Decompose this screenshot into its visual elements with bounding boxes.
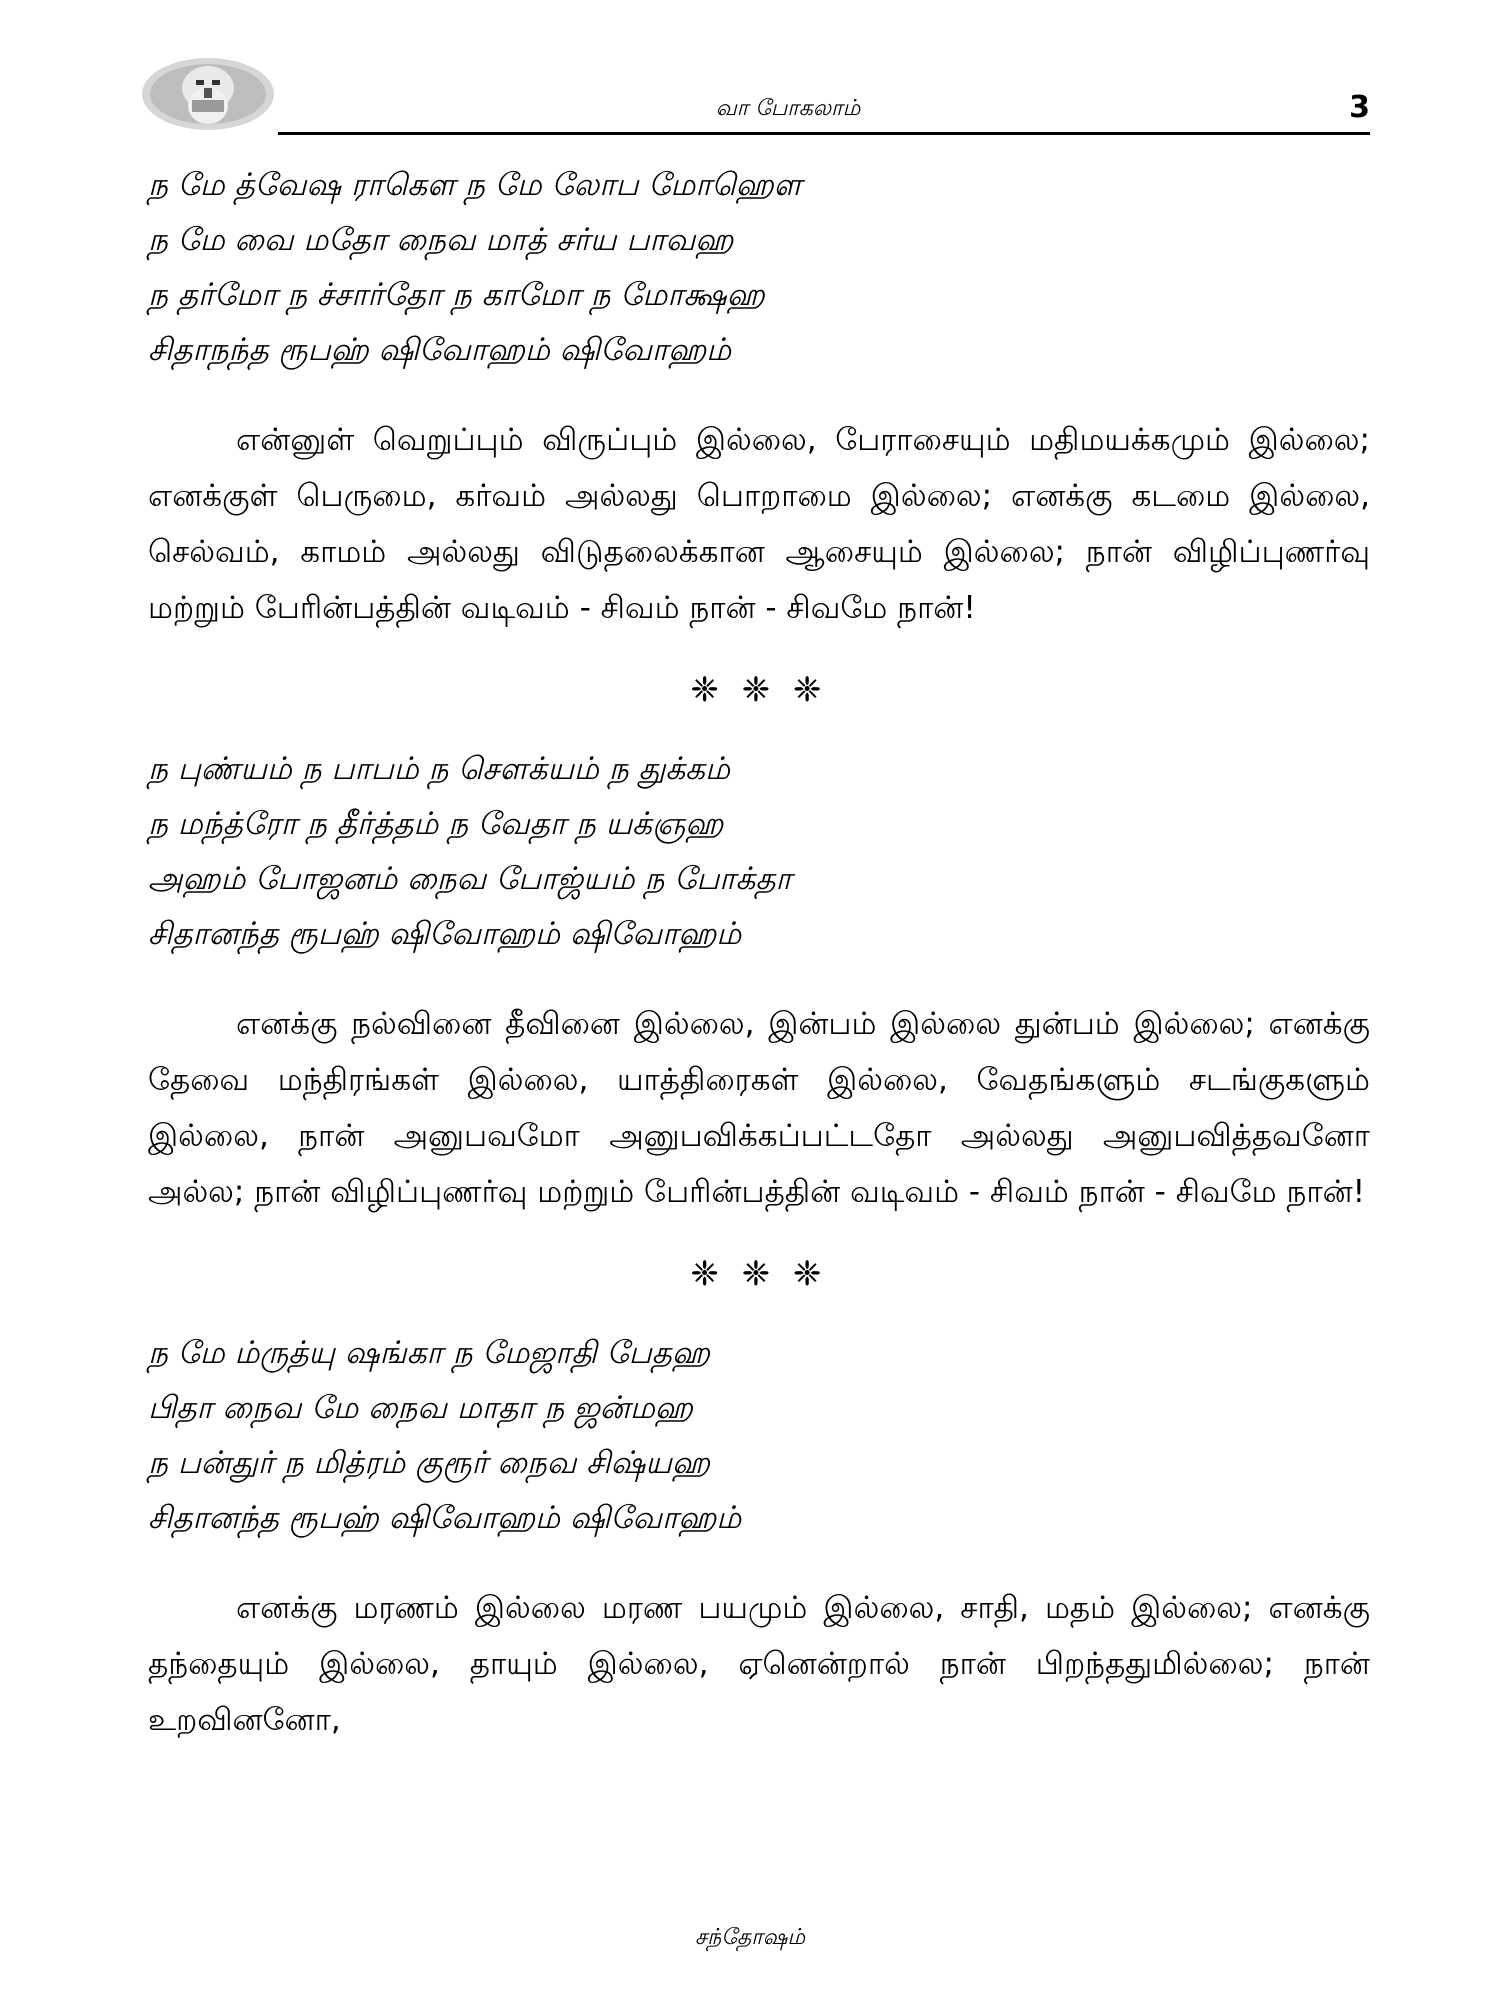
- verse-line: ந மே வை மதோ நைவ மாத் சர்ய பாவஹ: [148, 222, 734, 258]
- verse-line: ந பன்துர் ந மித்ரம் குரூர் நைவ சிஷ்யஹ: [148, 1445, 710, 1481]
- verse-line: ந மே த்வேஷ ராகௌ ந மே லோப மோஹௌ: [148, 167, 802, 203]
- translation-paragraph: எனக்கு மரணம் இல்லை மரண பயமும் இல்லை, சாதி, மதம் இல்லை; எனக்கு தந்தையும் இல்லை, தாயும் இல்லை, ஏனென்றால் நான் பிறந்ததுமில்லை; நான் உறவினனோ,: [148, 1590, 1370, 1738]
- verse-line: ந மே ம்ருத்யு ஷங்கா ந மேஜாதி பேதஹ: [148, 1335, 710, 1371]
- verse-line: சிதானந்த ரூபஹ் ஷிவோஹம் ஷிவோஹம்: [148, 1500, 742, 1536]
- section-separator: ❈ ❈ ❈: [690, 1254, 828, 1294]
- page-header: [138, 48, 1370, 138]
- author-portrait-icon: [138, 54, 278, 134]
- verse-stanza: [148, 1326, 1370, 1546]
- verse-line: சிதாநந்த ரூபஹ் ஷிவோஹம் ஷிவோஹம்: [148, 332, 732, 368]
- header-rule: [278, 132, 1370, 135]
- page-body: [148, 158, 1370, 1776]
- translation-paragraph: எனக்கு நல்வினை தீவினை இல்லை, இன்பம் இல்லை துன்பம் இல்லை; எனக்கு தேவை மந்திரங்கள் இல்லை, யாத்திரைகள் இல்லை, வேதங்களும் சடங்குகளும் இல்லை, நான் அனுபவமோ அனுபவிக்கப்பட்டதோ அல்லது அனுபவித்தவனோ அல்ல; நான் விழிப்புணர்வு மற்றும் பேரின்பத்தின் வடிவம் - சிவம் நான் - சிவமே நான்!: [148, 1006, 1370, 1210]
- translation-paragraph: என்னுள் வெறுப்பும் விருப்பும் இல்லை, பேராசையும் மதிமயக்கமும் இல்லை; எனக்குள் பெருமை, கர்வம் அல்லது பொறாமை இல்லை; எனக்கு கடமை இல்லை, செல்வம், காமம் அல்லது விடுதலைக்கான ஆசையும் இல்லை; நான் விழிப்புணர்வு மற்றும் பேரின்பத்தின் வடிவம் - சிவம் நான் - சிவமே நான்!: [148, 422, 1370, 626]
- running-title: வா போகலாம்: [715, 96, 861, 121]
- verse-line: பிதா நைவ மே நைவ மாதா ந ஜன்மஹ: [148, 1390, 693, 1426]
- verse-line: ந மந்த்ரோ ந தீர்த்தம் ந வேதா ந யக்ஞஹ: [148, 806, 724, 842]
- verse-stanza: [148, 158, 1370, 378]
- page-number: 3: [1349, 90, 1370, 125]
- verse-line: சிதானந்த ரூபஹ் ஷிவோஹம் ஷிவோஹம்: [148, 916, 742, 952]
- verse-stanza: [148, 742, 1370, 962]
- section-separator: ❈ ❈ ❈: [690, 670, 828, 710]
- verse-line: ந புண்யம் ந பாபம் ந சௌக்யம் ந துக்கம்: [148, 751, 730, 787]
- verse-line: ந தர்மோ ந ச்சார்தோ ந காமோ ந மோக்ஷஹ: [148, 277, 765, 313]
- verse-line: அஹம் போஜனம் நைவ போஜ்யம் ந போக்தா: [148, 861, 792, 897]
- page-footer: சந்தோஷம்: [694, 1925, 806, 1950]
